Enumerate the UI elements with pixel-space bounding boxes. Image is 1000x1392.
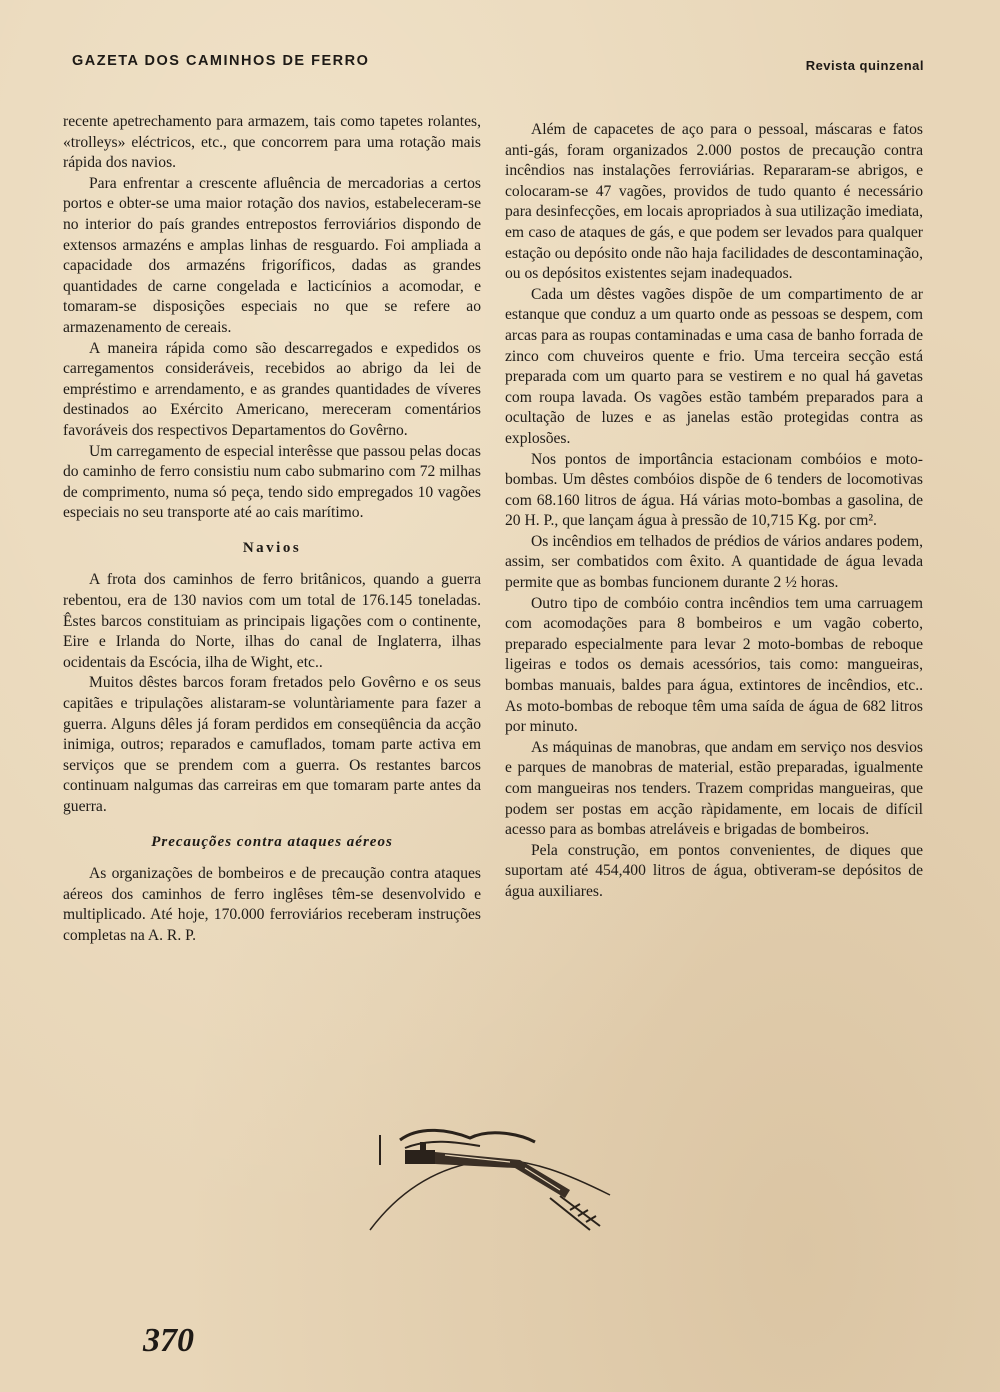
paragraph: As organizações de bombeiros e de precaução contra ataques aéreos dos caminhos de ferro inglêses têm-se desenvolvido e multiplicado. Até hoje, 170.000 ferroviários receberam instruções completas na A. R. P. xyxy=(63,865,481,944)
paragraph: As máquinas de manobras, que andam em serviço nos desvios e parques de manobras de material, estão preparadas, igualmente com mangueiras nos tenders. Trazem compridas mangueiras, que podem ser postas em acção ràpidamente, em locais de difícil acesso para as bombas atreláveis e brigadas de bombeiros. xyxy=(505,738,923,839)
paragraph: A maneira rápida como são descarregados e expedidos os carregamentos consideráveis, recebidos ao abrigo da lei de empréstimo e arrendamento, e as grandes quantidades de víveres destinados ao Exército Americano, mereceram comentários favoráveis dos respectivos Departamentos do Govêrno. xyxy=(63,339,481,439)
page-number: 370 xyxy=(143,1322,194,1359)
section-title: Revista quinzenal xyxy=(805,58,924,73)
publication-title: GAZETA DOS CAMINHOS DE FERRO xyxy=(72,53,370,69)
section-heading-precaucoes: Precauções contra ataques aéreos xyxy=(151,833,393,850)
train-illustration xyxy=(360,1120,640,1240)
paragraph: Nos pontos de importância estacionam combóios e moto-bombas. Um dêstes combóios dispõe de 6 tenders de locomotivas com 68.160 litros de água. Há várias moto-bombas a gasolina, de 20 H. P., que lançam água à pressão de 10,715 Kg. por cm². xyxy=(505,450,923,530)
paragraph: Para enfrentar a crescente afluência de mercadorias a certos portos e obter-se uma maior rotação dos navios, estabeleceram-se no interior do país grandes entrepostos ferroviários dispondo de extensos armazéns e amplas linhas de resguardo. Foi ampliada a capacidade dos armazéns frigoríficos, dadas as grandes quantidades de carne congelada e lacticínios a acomodar, e tomaram-se disposições especiais no que se refere ao armazenamento de cereais. xyxy=(63,174,481,336)
left-column xyxy=(63,112,481,947)
paragraph: Muitos dêstes barcos foram fretados pelo Govêrno e os seus capitães e tripulações alistaram-se voluntàriamente para fazer a guerra. Alguns dêles já foram perdidos em conseqüência da acção inimiga, outros; reparados e camuflados, tomam parte activa em serviços que se prendem com a guerra. Os restantes barcos continuam nalgumas das carreiras em que tomaram parte antes da guerra. xyxy=(63,674,481,815)
paragraph: Além de capacetes de aço para o pessoal, máscaras e fatos anti-gás, foram organizados 2.000 postos de precaução contra incêndios nas instalações ferroviárias. Repararam-se abrigos, e colocaram-se 47 vagões, providos de tudo quanto é necessário para desinfecções, em locais apropriados à sua utilização imediata, em caso de ataques de gás, e que podem ser levados para qualquer estação ou depósito onde não haja facilidades de descontaminação, ou os depósitos existentes sejam inadequados. xyxy=(505,121,923,283)
right-column xyxy=(505,120,923,903)
paragraph: Os incêndios em telhados de prédios de vários andares podem, assim, ser combatidos com êxito. A quantidade de água levada permite que as bombas funcionem durante 2 ½ horas. xyxy=(505,532,923,592)
paragraph: Um carregamento de especial interêsse que passou pelas docas do caminho de ferro consistiu num cabo submarino com 72 milhas de comprimento, numa só peça, tendo sido empregados 10 vagões especiais no seu transporte até ao cais marítimo. xyxy=(63,442,481,522)
paragraph: Cada um dêstes vagões dispõe de um compartimento de ar estanque que conduz a um quarto onde as pessoas se despem, com arcas para as roupas contaminadas e uma casa de banho forrada de zinco com chuveiros quente e frio. Uma terceira secção está preparada com um quarto para se vestirem e no qual há gavetas com roupa lavada. Os vagões estão também preparados para a ocultação de luzes e as janelas estão protegidas contra as explosões. xyxy=(505,285,923,447)
section-heading-navios: Navios xyxy=(242,539,302,556)
paragraph: A frota dos caminhos de ferro britânicos, quando a guerra rebentou, era de 130 navios com um total de 176.145 toneladas. Êstes barcos constituiam as principais ligações com o continente, Eire e Irlanda do Norte, ilhas do canal de Inglaterra, ilhas ocidentais da Escócia, ilha de Wight, etc.. xyxy=(63,571,481,671)
paragraph: Pela construção, em pontos convenientes, de diques que suportam até 454,400 litros de água, obtiveram-se depósitos de água auxiliares. xyxy=(505,841,923,900)
paragraph: recente apetrechamento para armazem, tais como tapetes rolantes, «trolleys» eléctricos, etc., que concorrem para uma rotação mais rápida dos navios. xyxy=(63,113,481,172)
paragraph: Outro tipo de combóio contra incêndios tem uma carruagem com acomodações para 8 bombeiros e um vagão coberto, preparado especialmente para levar 2 moto-bombas de reboque ligeiras e todos os demais acessórios, tais como: mangueiras, bombas manuais, baldes para água, extintores de incêndios, etc.. As moto-bombas de reboque têm uma saída de água de 682 litros por minuto. xyxy=(505,594,923,736)
